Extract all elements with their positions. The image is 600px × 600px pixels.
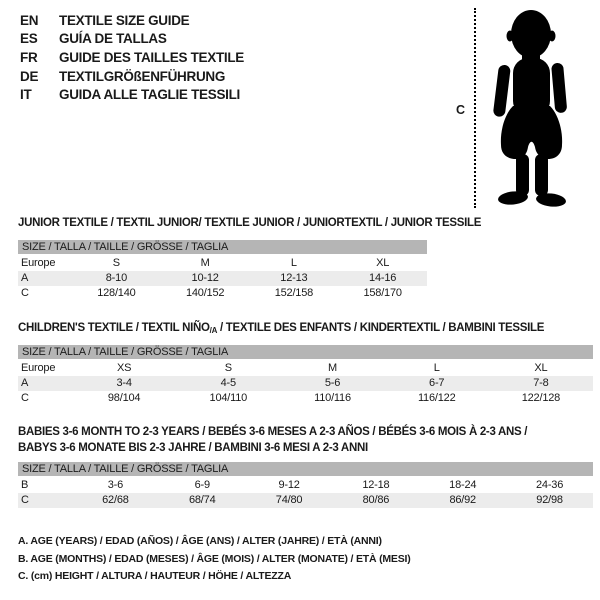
- guide-title: TEXTILGRÖßENFÜHRUNG: [59, 68, 226, 84]
- language-code: IT: [20, 87, 32, 103]
- table-row: [18, 286, 427, 301]
- guide-title: TEXTILE SIZE GUIDE: [59, 12, 190, 28]
- table-cell: M: [200, 257, 210, 269]
- row-label: A: [21, 377, 29, 390]
- table-cell: M: [328, 362, 337, 374]
- baby-arm-right: [551, 62, 567, 113]
- section-title-babies: [18, 424, 527, 456]
- row-label: C: [21, 494, 29, 507]
- size-header-bar: SIZE / TALLA / TAILLE / GRÖSSE / TAGLIA: [18, 345, 593, 359]
- table-cell: 3-6: [107, 479, 124, 491]
- table-cell: 4-5: [220, 377, 236, 390]
- table-cell: 9-12: [278, 479, 300, 491]
- section-title-junior: JUNIOR TEXTILE / TEXTIL JUNIOR/ TEXTILE JUNIOR / JUNIORTEXTIL / JUNIOR TESSILE: [18, 217, 482, 229]
- section-title-text: CHILDREN'S TEXTILE / TEXTIL NIÑO: [18, 322, 210, 334]
- baby-leg-left: [516, 154, 529, 196]
- table-cell: 116/122: [417, 392, 456, 405]
- table-cell: 24-36: [535, 479, 564, 491]
- footnote-a: A. AGE (YEARS) / EDAD (AÑOS) / ÂGE (ANS) / ALTER (JAHRE) / ETÀ (ANNI): [18, 535, 382, 547]
- table-cell: L: [290, 257, 297, 269]
- children-size-table: [18, 345, 593, 407]
- table-cell: 98/104: [107, 392, 141, 405]
- babies-size-table: [18, 462, 593, 508]
- section-title-text: / TEXTILE DES ENFANTS / KINDERTEXTIL / BAMBINI TESSILE: [217, 322, 545, 334]
- table-cell: 14-16: [369, 272, 397, 285]
- table-cell: 140/152: [185, 287, 225, 300]
- footnotes: [18, 533, 411, 586]
- guide-title: GUÍA DE TALLAS: [59, 31, 167, 47]
- table-cell: 110/116: [314, 392, 351, 405]
- section-title-line1: BABIES 3-6 MONTH TO 2-3 YEARS / BEBÉS 3-6 MESES A 2-3 AÑOS / BÉBÉS 3-6 MOIS À 2-3 ANS /: [18, 426, 528, 438]
- baby-ear-left: [507, 31, 514, 42]
- footnote-c: C. (cm) HEIGHT / ALTURA / HAUTEUR / HÖHE / ALTEZZA: [18, 570, 292, 582]
- language-code: FR: [20, 49, 38, 65]
- table-row: [18, 256, 427, 271]
- table-cell: 86/92: [449, 494, 476, 507]
- table-row: [18, 493, 593, 508]
- baby-arm-left: [493, 64, 511, 117]
- table-cell: 12-13: [280, 272, 308, 285]
- language-row: [20, 85, 244, 104]
- table-cell: XL: [376, 257, 390, 269]
- baby-leg-right: [535, 154, 548, 196]
- table-cell: 104/110: [209, 392, 248, 405]
- table-cell: 152/158: [274, 287, 314, 300]
- section-title-children: [18, 320, 544, 339]
- section-title-line2: BABYS 3-6 MONATE BIS 2-3 JAHRE / BAMBINI 3-6 MESI A 2-3 ANNI: [18, 442, 368, 454]
- table-cell: 8-10: [105, 272, 127, 285]
- table-cell: 74/80: [275, 494, 303, 507]
- table-row: [18, 478, 593, 493]
- language-row: [20, 30, 244, 49]
- language-code: ES: [20, 31, 38, 47]
- table-row: [18, 271, 427, 286]
- guide-title: GUIDA ALLE TAGLIE TESSILI: [59, 87, 240, 103]
- language-row: [20, 11, 244, 30]
- table-cell: 92/98: [536, 494, 563, 507]
- height-measure-dotted-line: [474, 8, 476, 208]
- table-cell: 18-24: [449, 479, 477, 491]
- table-cell: 128/140: [97, 287, 136, 300]
- section-title-subscript: /A: [209, 326, 218, 335]
- guide-title: GUIDE DES TAILLES TEXTILE: [59, 49, 245, 65]
- table-cell: 80/86: [362, 494, 390, 507]
- row-label: A: [21, 272, 29, 285]
- table-cell: 7-8: [533, 377, 549, 390]
- table-cell: 6-9: [194, 479, 210, 491]
- language-code: EN: [20, 12, 39, 28]
- table-rows: [18, 256, 427, 302]
- row-label: B: [21, 479, 29, 491]
- row-label: Europe: [21, 362, 56, 374]
- table-cell: 158/170: [363, 287, 402, 300]
- table-row: [18, 376, 593, 391]
- table-cell: 5-6: [324, 377, 341, 390]
- footnote-b: B. AGE (MONTHS) / EDAD (MESES) / ÂGE (MOIS) / ALTER (MONATE) / ETÀ (MESI): [18, 552, 411, 565]
- table-cell: XL: [534, 362, 548, 374]
- table-cell: 6-7: [429, 377, 445, 390]
- table-row: [18, 361, 593, 376]
- baby-shorts: [501, 106, 562, 159]
- table-rows: [18, 361, 593, 407]
- table-cell: 12-18: [362, 479, 390, 491]
- figure-label-c: C: [456, 103, 466, 117]
- size-header-bar: SIZE / TALLA / TAILLE / GRÖSSE / TAGLIA: [18, 462, 593, 476]
- table-cell: L: [433, 362, 440, 374]
- table-cell: 10-12: [191, 272, 219, 285]
- table-rows: [18, 478, 593, 508]
- table-cell: S: [112, 257, 120, 269]
- table-cell: 68/74: [188, 494, 216, 507]
- language-row: [20, 67, 244, 86]
- baby-ear-right: [549, 31, 556, 42]
- junior-size-table: [18, 240, 427, 302]
- language-row: [20, 48, 244, 67]
- table-cell: S: [224, 362, 232, 374]
- table-cell: 122/128: [521, 392, 561, 405]
- language-title-list: [20, 11, 244, 104]
- baby-silhouette-image: [486, 8, 576, 208]
- table-cell: XS: [116, 362, 132, 374]
- row-label: Europe: [21, 257, 56, 269]
- size-header-bar: SIZE / TALLA / TAILLE / GRÖSSE / TAGLIA: [18, 240, 427, 254]
- row-label: C: [21, 392, 29, 405]
- table-cell: 3-4: [116, 377, 132, 390]
- language-code: DE: [20, 68, 39, 84]
- table-cell: 62/68: [102, 494, 129, 507]
- table-row: [18, 391, 593, 406]
- row-label: C: [21, 287, 29, 300]
